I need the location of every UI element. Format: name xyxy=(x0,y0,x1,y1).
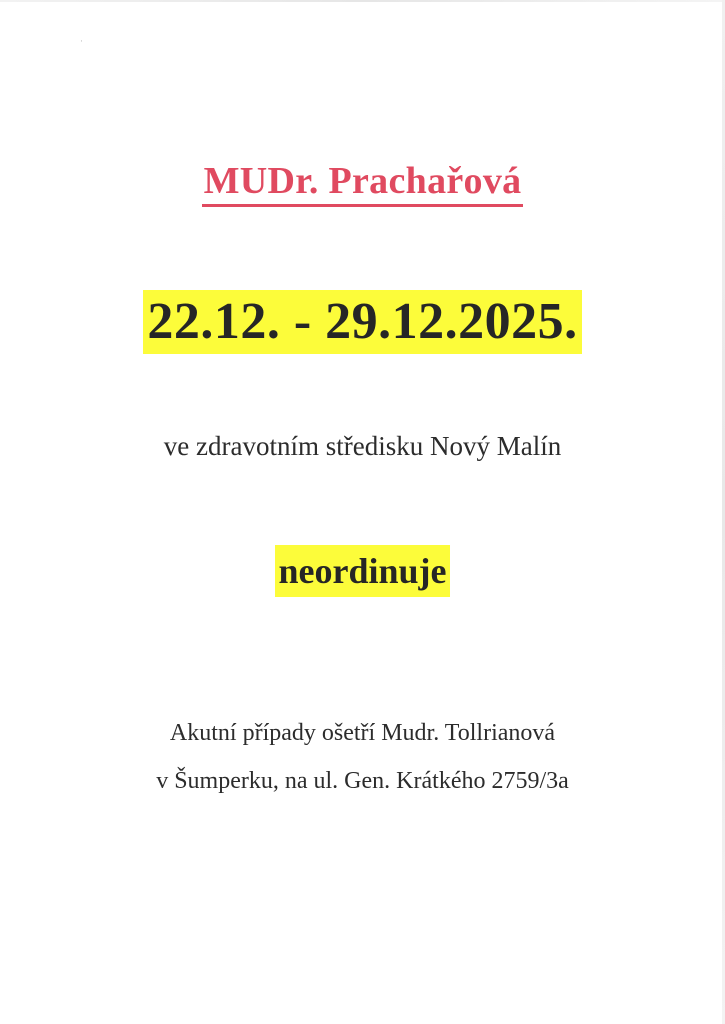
location-line xyxy=(0,428,725,464)
scan-edge-top xyxy=(0,0,725,2)
doctor-heading xyxy=(0,158,725,207)
acute-cases-line-2 xyxy=(0,764,725,798)
status-highlight: neordinuje xyxy=(275,545,449,597)
location-text: ve zdravotním středisku Nový Malín xyxy=(163,431,562,461)
closure-dates xyxy=(0,290,725,354)
date-range-highlight: 22.12. - 29.12.2025. xyxy=(143,290,581,354)
scan-speck-mark: · xyxy=(80,36,83,46)
acute-cases-line-1 xyxy=(0,716,725,750)
acute-cases-text-1: Akutní případy ošetří Mudr. Tollrianová xyxy=(169,720,556,746)
status-line xyxy=(0,545,725,597)
doctor-name: MUDr. Prachařová xyxy=(202,158,524,207)
acute-cases-text-2: v Šumperku, na ul. Gen. Krátkého 2759/3a xyxy=(156,768,569,794)
